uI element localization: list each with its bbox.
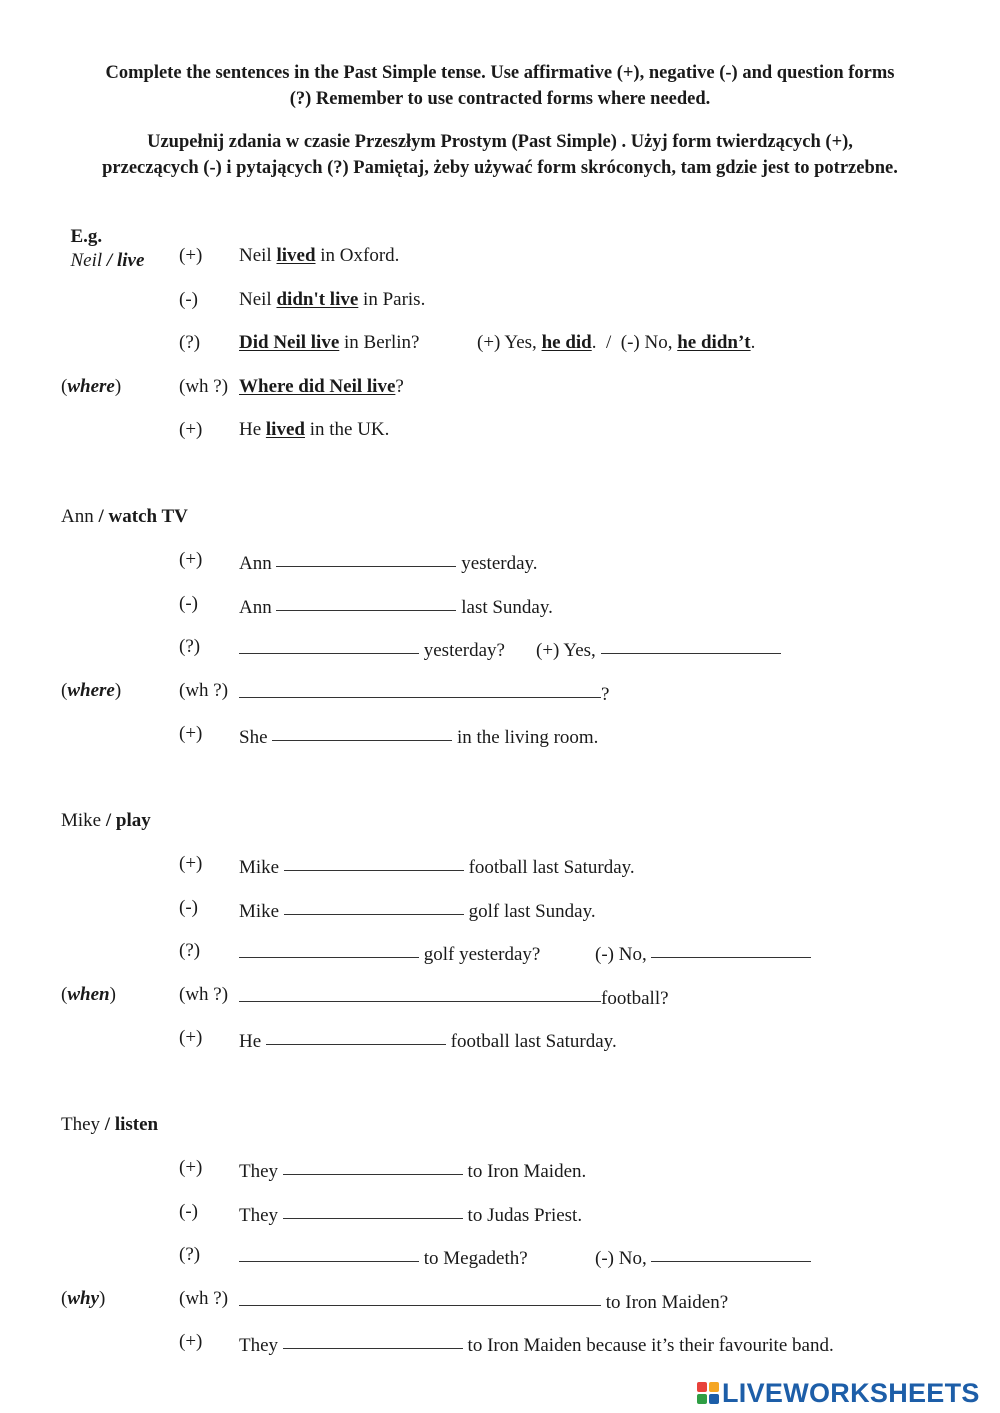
- wh-word-label: (when): [61, 984, 116, 1005]
- liveworksheets-logo: [697, 1378, 980, 1408]
- marker-question: (?): [179, 1244, 201, 1265]
- example-heading: [61, 201, 144, 273]
- answer-blank[interactable]: [239, 677, 601, 698]
- logo-text: LIVEWORKSHEETS: [722, 1377, 980, 1408]
- marker-affirmative: (+): [179, 723, 203, 744]
- exercise-short-answer: (+) Yes,: [536, 635, 781, 663]
- answer-blank[interactable]: [272, 720, 452, 741]
- answer-blank[interactable]: [239, 1285, 601, 1306]
- exercise-heading: Ann / watch TV: [61, 506, 188, 527]
- answer-blank[interactable]: [276, 590, 456, 611]
- marker-negative: (-): [179, 289, 198, 310]
- liveworksheets-logo-icon: [697, 1382, 719, 1404]
- exercise-affirmative: They to Iron Maiden.: [239, 1156, 586, 1184]
- exercise-short-answer: (-) No,: [595, 939, 811, 967]
- exercise-negative: Ann last Sunday.: [239, 592, 553, 620]
- example-slash: /: [102, 250, 117, 271]
- example-question: Did Neil live in Berlin?: [239, 332, 420, 353]
- exercise-question: yesterday?: [239, 635, 505, 663]
- answer-blank[interactable]: [239, 937, 419, 958]
- exercise-wh-question: to Iron Maiden?: [239, 1287, 728, 1315]
- example-prefix: E.g.: [70, 226, 103, 247]
- exercise-question: golf yesterday?: [239, 939, 540, 967]
- exercise-affirmative: Ann yesterday.: [239, 548, 538, 576]
- exercise-wh-answer: They to Iron Maiden because it’s their favourite band.: [239, 1330, 834, 1358]
- exercise-negative: Mike golf last Sunday.: [239, 896, 596, 924]
- answer-blank[interactable]: [283, 1328, 463, 1349]
- answer-blank[interactable]: [283, 1154, 463, 1175]
- example-answer: he did: [541, 332, 592, 353]
- logo-tile: [697, 1394, 707, 1404]
- exercise-affirmative: Mike football last Saturday.: [239, 852, 635, 880]
- marker-affirmative: (+): [179, 419, 203, 440]
- answer-blank[interactable]: [276, 546, 456, 567]
- answer-blank[interactable]: [651, 1241, 811, 1262]
- answer-blank[interactable]: [239, 633, 419, 654]
- answer-blank[interactable]: [601, 633, 781, 654]
- wh-word-label: (where): [61, 680, 122, 701]
- logo-tile: [709, 1394, 719, 1404]
- example-subject: Neil: [70, 250, 103, 271]
- exercise-wh-answer: She in the living room.: [239, 722, 598, 750]
- marker-affirmative: (+): [179, 245, 203, 266]
- instruction-line: Complete the sentences in the Past Simple tense. Use affirmative (+), negative (-) and question forms: [105, 63, 895, 83]
- example-answer: didn't live: [276, 289, 359, 310]
- example-verb: live: [116, 250, 145, 271]
- answer-blank[interactable]: [284, 850, 464, 871]
- example-affirmative: Neil lived in Oxford.: [239, 245, 400, 266]
- marker-affirmative: (+): [179, 549, 203, 570]
- marker-negative: (-): [179, 897, 198, 918]
- example-wh-answer: He lived in the UK.: [239, 419, 390, 440]
- exercise-negative: They to Judas Priest.: [239, 1200, 582, 1228]
- marker-question: (?): [179, 332, 201, 353]
- marker-wh: (wh ?): [179, 376, 229, 397]
- exercise-heading: They / listen: [61, 1114, 159, 1135]
- wh-word-label: (why): [61, 1288, 106, 1309]
- marker-wh: (wh ?): [179, 984, 229, 1005]
- exercise-wh-question: football?: [239, 983, 669, 1011]
- example-answer: lived: [276, 245, 316, 266]
- answer-blank[interactable]: [651, 937, 811, 958]
- exercise-heading: Mike / play: [61, 810, 151, 831]
- logo-tile: [697, 1382, 707, 1392]
- answer-blank[interactable]: [266, 1024, 446, 1045]
- instructions-english: [40, 60, 960, 112]
- instructions-polish: [40, 129, 960, 181]
- example-answer: Where did Neil live: [239, 376, 396, 397]
- answer-blank[interactable]: [239, 981, 601, 1002]
- marker-wh: (wh ?): [179, 1288, 229, 1309]
- marker-question: (?): [179, 940, 201, 961]
- marker-wh: (wh ?): [179, 680, 229, 701]
- instruction-line: (?) Remember to use contracted forms where needed.: [289, 89, 711, 109]
- instruction-line: Uzupełnij zdania w czasie Przeszłym Prostym (Past Simple) . Użyj form twierdzących (+),: [147, 132, 853, 152]
- marker-question: (?): [179, 636, 201, 657]
- example-answer: he didn’t: [677, 332, 751, 353]
- answer-blank[interactable]: [239, 1241, 419, 1262]
- exercise-wh-answer: He football last Saturday.: [239, 1026, 617, 1054]
- example-answer: lived: [265, 419, 305, 440]
- marker-affirmative: (+): [179, 1157, 203, 1178]
- marker-negative: (-): [179, 1201, 198, 1222]
- exercise-short-answer: (-) No,: [595, 1243, 811, 1271]
- marker-negative: (-): [179, 593, 198, 614]
- answer-blank[interactable]: [283, 1198, 463, 1219]
- exercise-wh-question: ?: [239, 679, 609, 707]
- instruction-line: przeczących (-) i pytających (?) Pamiętaj, żeby używać form skróconych, tam gdzie jest to potrzebne.: [102, 158, 898, 178]
- example-negative: Neil didn't live in Paris.: [239, 289, 426, 310]
- example-answer: Did Neil live: [239, 332, 340, 353]
- example-short-answers: (+) Yes, he did. / (-) No, he didn’t.: [477, 332, 756, 353]
- marker-affirmative: (+): [179, 1027, 203, 1048]
- answer-blank[interactable]: [284, 894, 464, 915]
- exercise-question: to Megadeth?: [239, 1243, 528, 1271]
- example-wh-question: Where did Neil live?: [239, 376, 404, 397]
- marker-affirmative: (+): [179, 853, 203, 874]
- logo-tile: [709, 1382, 719, 1392]
- marker-affirmative: (+): [179, 1331, 203, 1352]
- wh-word-label: (where): [61, 376, 122, 397]
